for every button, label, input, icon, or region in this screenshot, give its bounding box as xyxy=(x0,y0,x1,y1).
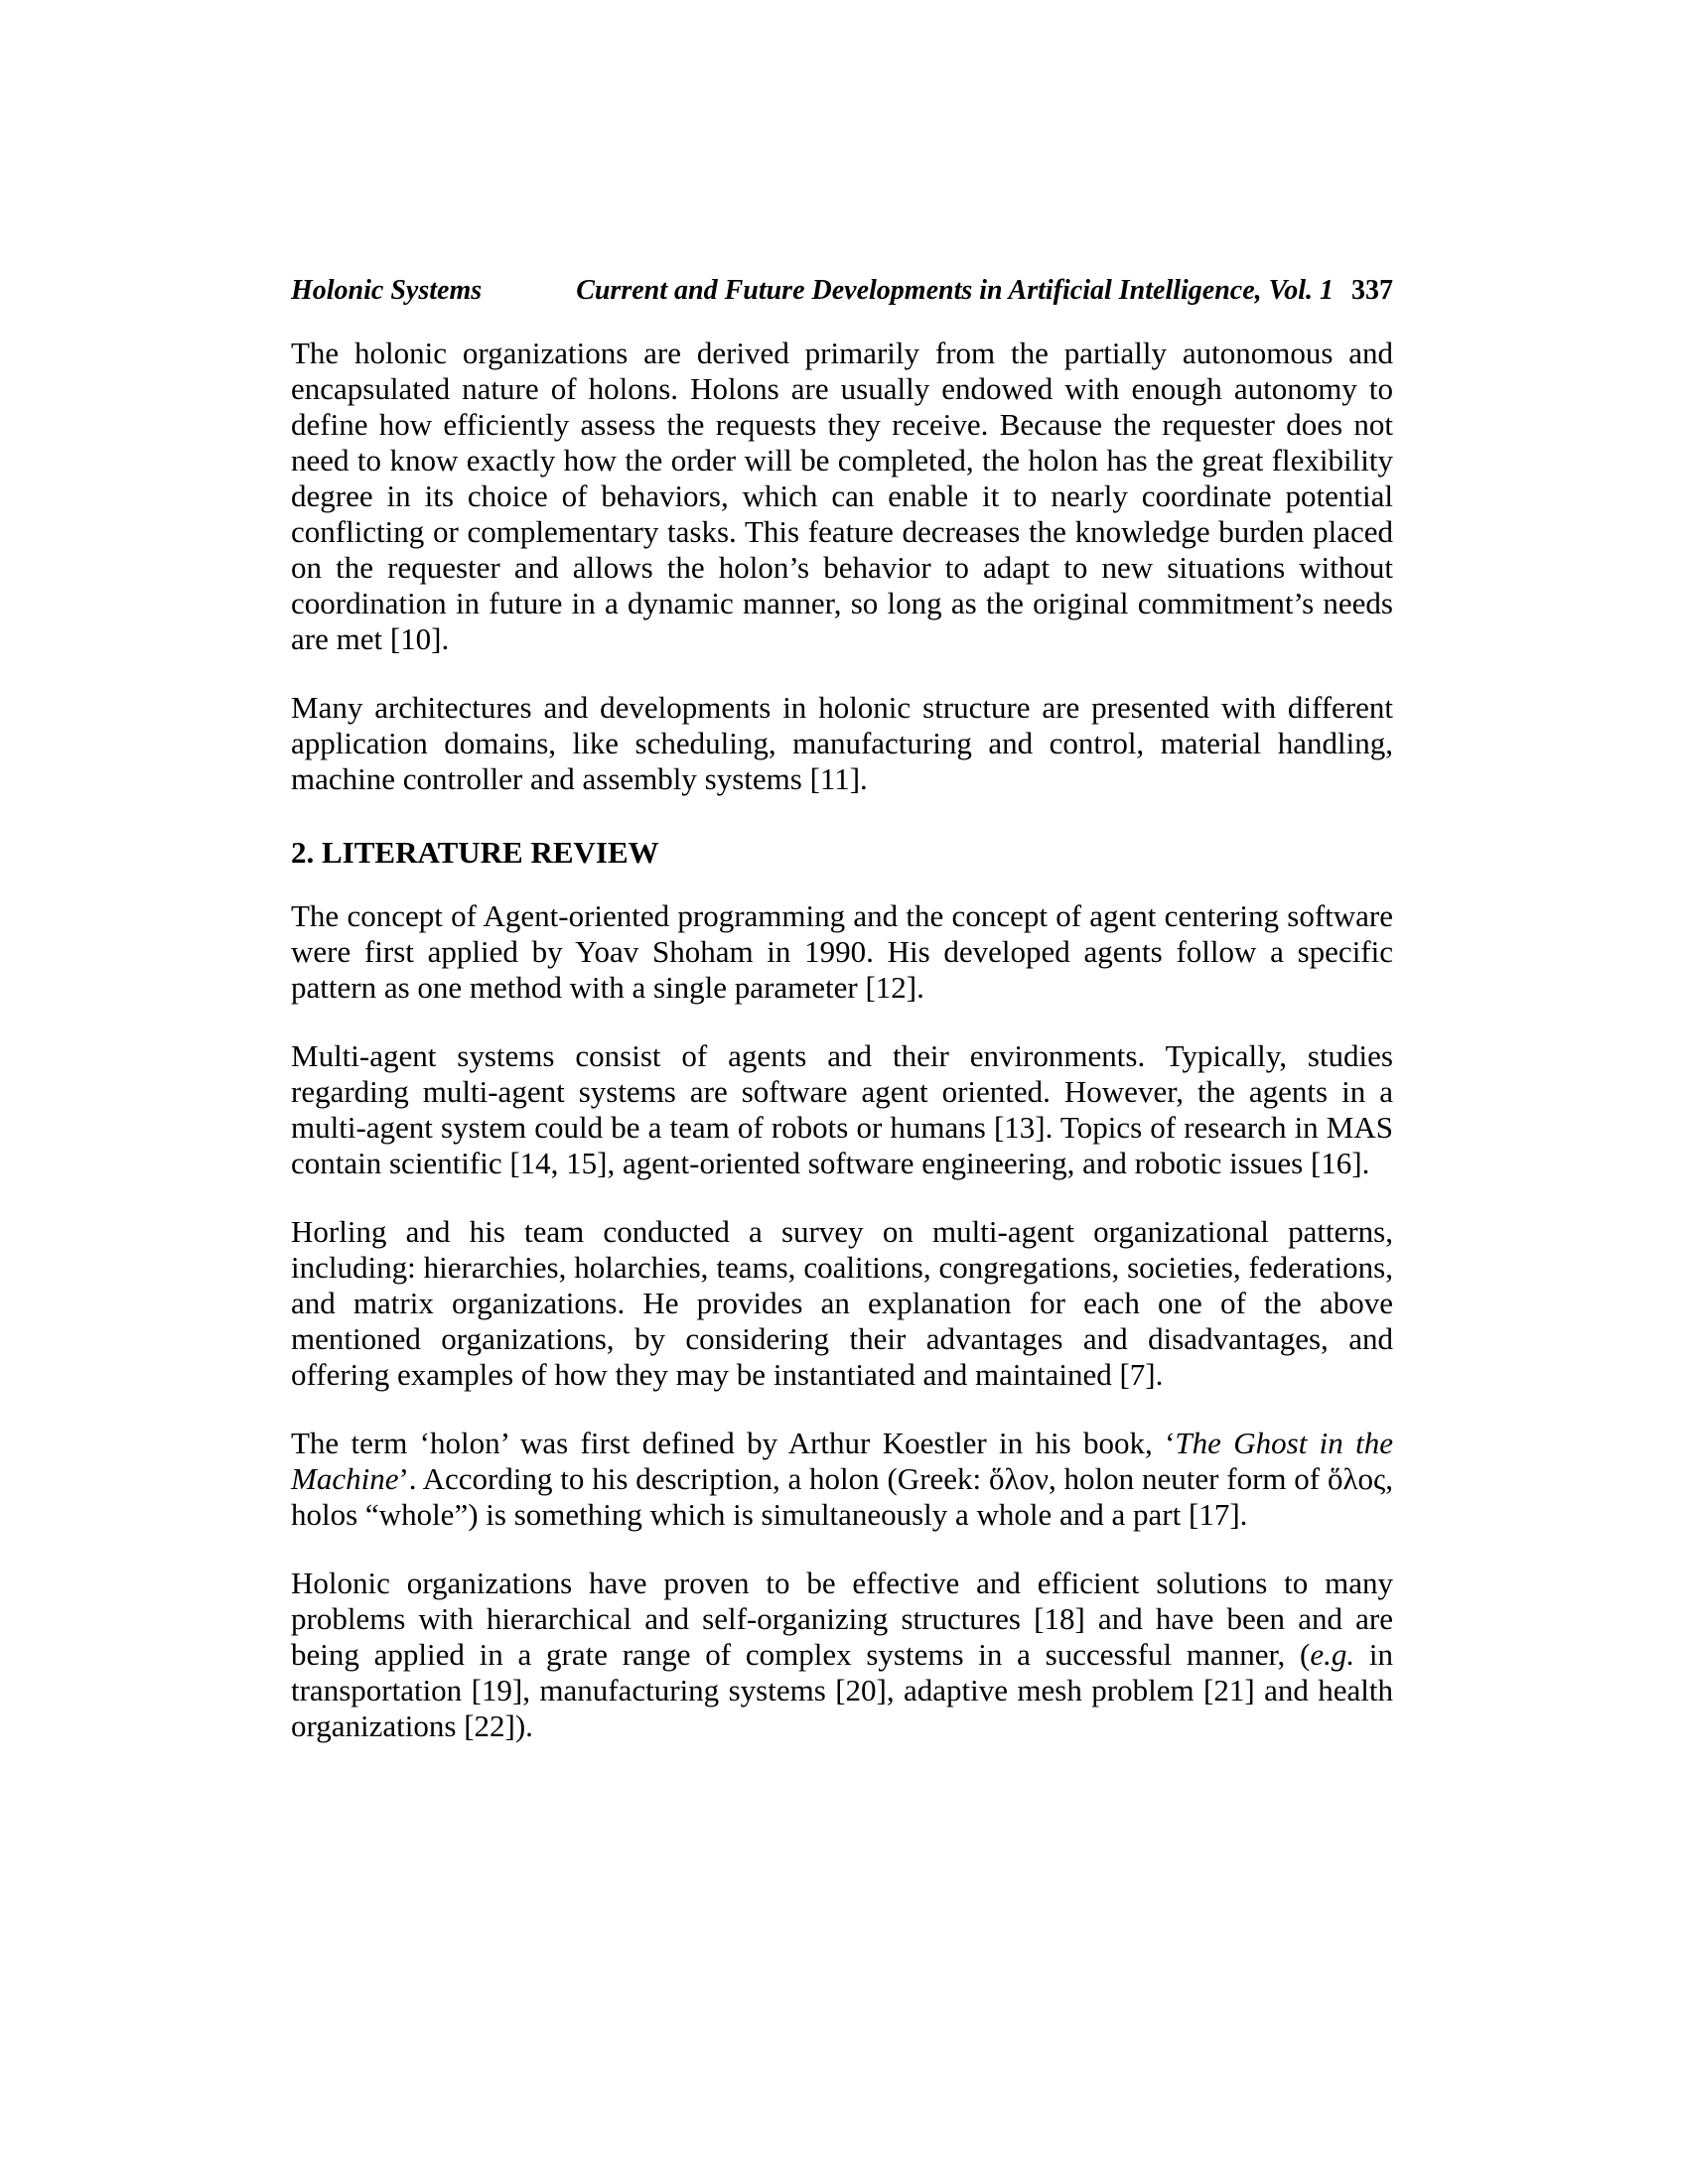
paragraph xyxy=(291,690,1393,797)
text-run: Many architectures and developments in holonic structure are presented with different application domains, like scheduling, manufacturing and control, material handling, machine controller and assembly systems [11]. xyxy=(291,690,1393,796)
article-body xyxy=(291,336,1393,1744)
text-run: Holonic organizations have proven to be effective and efficient solutions to many problems with hierarchical and self-organizing structures [18] and have been and are being applied in a grate range of complex systems in a successful manner, ( xyxy=(291,1566,1393,1672)
running-header-right xyxy=(576,275,1393,307)
page-number: 337 xyxy=(1351,275,1393,306)
text-run: The holonic organizations are derived primarily from the partially autonomous and encapsulated nature of holons. Holons are usually endowed with enough autonomy to define how efficiently assess the requests they receive. Because the requester does not need to know exactly how the order will be completed, the holon has the great flexibility degree in its choice of behaviors, which can enable it to nearly coordinate potential conflicting or complementary tasks. This feature decreases the knowledge burden placed on the requester and allows the holon’s behavior to adapt to new situations without coordination in future in a dynamic manner, so long as the original commitment’s needs are met [10]. xyxy=(291,336,1393,656)
section-heading xyxy=(291,835,1393,871)
text-run: The concept of Agent-oriented programming and the concept of agent centering software were first applied by Yoav Shoham in 1990. His developed agents follow a specific pattern as one method with a single parameter [12]. xyxy=(291,898,1393,1005)
paragraph xyxy=(291,1566,1393,1744)
text-run: Multi-agent systems consist of agents and their environments. Typically, studies regarding multi-agent systems are software agent oriented. However, the agents in a multi-agent system could be a team of robots or humans [13]. Topics of research in MAS contain scientific [14, 15], agent-oriented software engineering, and robotic issues [16]. xyxy=(291,1038,1393,1180)
italic-text-run: e.g. xyxy=(1310,1637,1355,1672)
page-content xyxy=(291,275,1393,1777)
text-run: The term ‘holon’ was first defined by Arthur Koestler in his book, ‘ xyxy=(291,1426,1176,1460)
text-run: Horling and his team conducted a survey on multi-agent organizational patterns, including: hierarchies, holarchies, teams, coalitions, congregations, societies, federations, and matrix organizations. He provides an explanation for each one of the above mentioned organizations, by considering their advantages and disadvantages, and offering examples of how they may be instantiated and maintained [7]. xyxy=(291,1214,1393,1392)
paragraph xyxy=(291,336,1393,657)
text-run: in transportation [19], manufacturing systems [20], adaptive mesh problem [21] and health organizations [22]). xyxy=(291,1637,1393,1743)
text-run: ’. According to his description, a holon (Greek: ὅλον, holon neuter form of ὅλος, holos “whole”) is something which is simultaneously a whole and a part [17]. xyxy=(291,1461,1393,1532)
running-header-section-title: Holonic Systems xyxy=(291,275,483,306)
paragraph xyxy=(291,1426,1393,1533)
paragraph xyxy=(291,1038,1393,1181)
running-header xyxy=(291,275,1393,307)
running-header-book-title: Current and Future Developments in Artificial Intelligence, Vol. 1 xyxy=(576,275,1334,306)
text-run: 2. LITERATURE REVIEW xyxy=(291,835,659,870)
paragraph xyxy=(291,1214,1393,1393)
paragraph xyxy=(291,898,1393,1006)
italic-text-run: The Ghost in the Machine xyxy=(291,1426,1393,1496)
